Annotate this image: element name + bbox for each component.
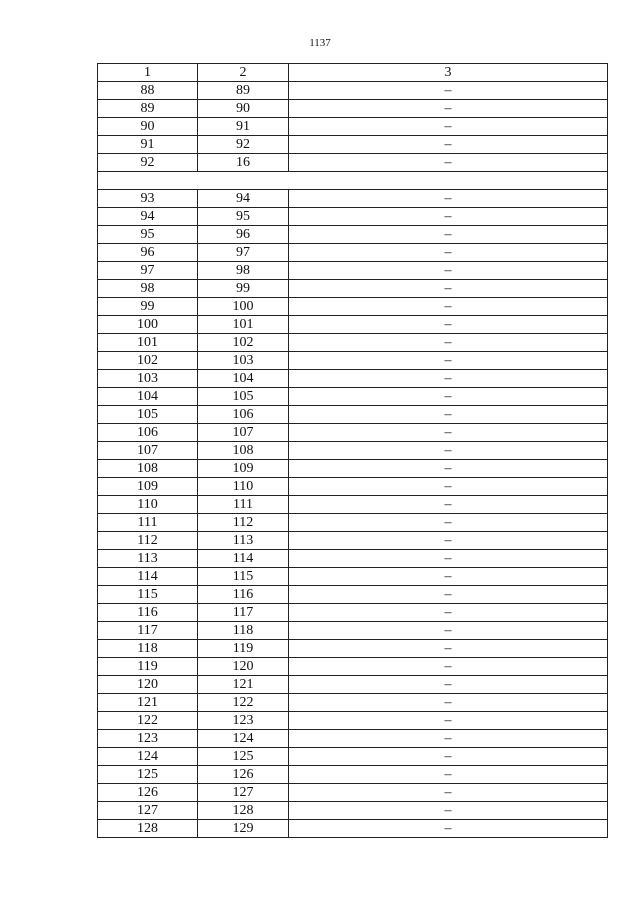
table-cell: 94	[98, 208, 198, 226]
table-cell: 104	[198, 370, 289, 388]
table-cell: –	[289, 586, 608, 604]
table-cell: 116	[98, 604, 198, 622]
table-cell: 92	[98, 154, 198, 172]
table-cell: 111	[198, 496, 289, 514]
section-separator-row	[98, 172, 608, 190]
table-cell: –	[289, 748, 608, 766]
table-cell: 108	[198, 442, 289, 460]
table-cell: 114	[198, 550, 289, 568]
table-cell: –	[289, 118, 608, 136]
table-row	[98, 460, 608, 478]
table-row	[98, 334, 608, 352]
table-cell: –	[289, 82, 608, 100]
table-row	[98, 496, 608, 514]
table-row	[98, 694, 608, 712]
table-cell: 121	[98, 694, 198, 712]
table-row	[98, 658, 608, 676]
table-cell: –	[289, 604, 608, 622]
table-cell: 91	[198, 118, 289, 136]
table-row	[98, 748, 608, 766]
table-cell: 118	[98, 640, 198, 658]
table-cell: –	[289, 676, 608, 694]
table-cell: 128	[198, 802, 289, 820]
table-cell: 125	[198, 748, 289, 766]
table-cell: 98	[98, 280, 198, 298]
table-cell: 116	[198, 586, 289, 604]
table-row	[98, 640, 608, 658]
table-cell: 105	[98, 406, 198, 424]
table-cell: –	[289, 712, 608, 730]
table-cell: 122	[198, 694, 289, 712]
table-row	[98, 802, 608, 820]
table-row	[98, 370, 608, 388]
table-row	[98, 190, 608, 208]
table-cell: –	[289, 694, 608, 712]
table-row	[98, 280, 608, 298]
table-row	[98, 820, 608, 838]
table-cell: 89	[98, 100, 198, 118]
table-cell: –	[289, 298, 608, 316]
table-cell: –	[289, 406, 608, 424]
table-cell: 114	[98, 568, 198, 586]
table-cell: –	[289, 190, 608, 208]
table-row	[98, 442, 608, 460]
table-cell: –	[289, 100, 608, 118]
table-cell: –	[289, 802, 608, 820]
table-cell: 107	[198, 424, 289, 442]
table-row	[98, 118, 608, 136]
table-cell: 125	[98, 766, 198, 784]
table-row	[98, 532, 608, 550]
table-cell: 106	[198, 406, 289, 424]
table-row	[98, 136, 608, 154]
table-cell: 106	[98, 424, 198, 442]
table-cell: –	[289, 136, 608, 154]
table-cell: –	[289, 784, 608, 802]
table-cell: 99	[198, 280, 289, 298]
table-cell: –	[289, 244, 608, 262]
table-row	[98, 514, 608, 532]
column-header: 1	[98, 64, 198, 82]
table-cell: 129	[198, 820, 289, 838]
table-cell: 112	[98, 532, 198, 550]
table-cell: –	[289, 334, 608, 352]
table-cell: –	[289, 424, 608, 442]
table-cell: 113	[98, 550, 198, 568]
table-row	[98, 82, 608, 100]
table-cell: 126	[98, 784, 198, 802]
table-cell: 117	[98, 622, 198, 640]
table-row	[98, 298, 608, 316]
table-cell: 101	[198, 316, 289, 334]
table-cell: 90	[98, 118, 198, 136]
table-cell: 107	[98, 442, 198, 460]
table-cell: –	[289, 316, 608, 334]
table-cell: 102	[98, 352, 198, 370]
table-cell: 118	[198, 622, 289, 640]
table-body	[98, 82, 608, 838]
table-cell: 96	[198, 226, 289, 244]
table-cell: 119	[98, 658, 198, 676]
table-cell: 91	[98, 136, 198, 154]
table-row	[98, 316, 608, 334]
table-cell: 95	[198, 208, 289, 226]
table-cell: 101	[98, 334, 198, 352]
table-row	[98, 676, 608, 694]
table-cell: –	[289, 514, 608, 532]
table-cell: 112	[198, 514, 289, 532]
table-cell: 113	[198, 532, 289, 550]
table-cell: 95	[98, 226, 198, 244]
table-cell: –	[289, 658, 608, 676]
table-cell: 121	[198, 676, 289, 694]
table-cell: 89	[198, 82, 289, 100]
table-cell: 111	[98, 514, 198, 532]
table-cell: –	[289, 208, 608, 226]
table-cell: –	[289, 496, 608, 514]
table-cell: 105	[198, 388, 289, 406]
table-cell: 96	[98, 244, 198, 262]
table-row	[98, 154, 608, 172]
table-cell: 126	[198, 766, 289, 784]
table-row	[98, 568, 608, 586]
table-cell: 109	[198, 460, 289, 478]
table-cell: 97	[98, 262, 198, 280]
table-cell: 122	[98, 712, 198, 730]
table-cell: 110	[198, 478, 289, 496]
table-cell: 119	[198, 640, 289, 658]
table-cell: 123	[98, 730, 198, 748]
table-row	[98, 244, 608, 262]
table-cell: 123	[198, 712, 289, 730]
table-row	[98, 478, 608, 496]
table-cell: –	[289, 640, 608, 658]
table-cell: 99	[98, 298, 198, 316]
table-cell: –	[289, 820, 608, 838]
table-cell: –	[289, 550, 608, 568]
table-cell: –	[289, 226, 608, 244]
table-cell: 103	[98, 370, 198, 388]
table-cell: 92	[198, 136, 289, 154]
table-cell: 98	[198, 262, 289, 280]
table-cell: –	[289, 262, 608, 280]
table-row	[98, 604, 608, 622]
table-row	[98, 352, 608, 370]
data-table	[97, 63, 608, 838]
table-cell: –	[289, 478, 608, 496]
table-cell: 115	[198, 568, 289, 586]
table-cell: 124	[98, 748, 198, 766]
table-row	[98, 424, 608, 442]
table-cell: –	[289, 622, 608, 640]
table-cell: –	[289, 370, 608, 388]
table-cell: –	[289, 154, 608, 172]
table-cell: 120	[198, 658, 289, 676]
table-row	[98, 730, 608, 748]
table-cell: –	[289, 568, 608, 586]
table-cell: 104	[98, 388, 198, 406]
table-row	[98, 406, 608, 424]
table-cell: 94	[198, 190, 289, 208]
table-row	[98, 712, 608, 730]
table-header-row	[98, 64, 608, 82]
table-cell: 109	[98, 478, 198, 496]
table-cell: 108	[98, 460, 198, 478]
table-cell: 103	[198, 352, 289, 370]
column-header: 2	[198, 64, 289, 82]
table-row	[98, 226, 608, 244]
table-cell: 102	[198, 334, 289, 352]
table-row	[98, 100, 608, 118]
table-row	[98, 784, 608, 802]
table-cell: –	[289, 352, 608, 370]
table-cell: –	[289, 532, 608, 550]
table-cell: 93	[98, 190, 198, 208]
table-cell: –	[289, 766, 608, 784]
table-cell: 97	[198, 244, 289, 262]
separator-cell	[98, 172, 608, 190]
table-cell: 115	[98, 586, 198, 604]
table-cell: 127	[198, 784, 289, 802]
table-row	[98, 388, 608, 406]
table-cell: 16	[198, 154, 289, 172]
table-row	[98, 586, 608, 604]
table-cell: –	[289, 460, 608, 478]
table-cell: 90	[198, 100, 289, 118]
table-row	[98, 208, 608, 226]
table-cell: 88	[98, 82, 198, 100]
page-number: 1137	[309, 37, 331, 49]
table-row	[98, 550, 608, 568]
table-cell: 100	[198, 298, 289, 316]
table-cell: 127	[98, 802, 198, 820]
table-cell: 124	[198, 730, 289, 748]
table-cell: –	[289, 730, 608, 748]
table-cell: 117	[198, 604, 289, 622]
table-cell: 100	[98, 316, 198, 334]
table-cell: –	[289, 442, 608, 460]
table-row	[98, 262, 608, 280]
column-header: 3	[289, 64, 608, 82]
table-cell: 128	[98, 820, 198, 838]
table-row	[98, 766, 608, 784]
table-cell: 110	[98, 496, 198, 514]
table-cell: –	[289, 280, 608, 298]
table-cell: 120	[98, 676, 198, 694]
table-row	[98, 622, 608, 640]
table-cell: –	[289, 388, 608, 406]
